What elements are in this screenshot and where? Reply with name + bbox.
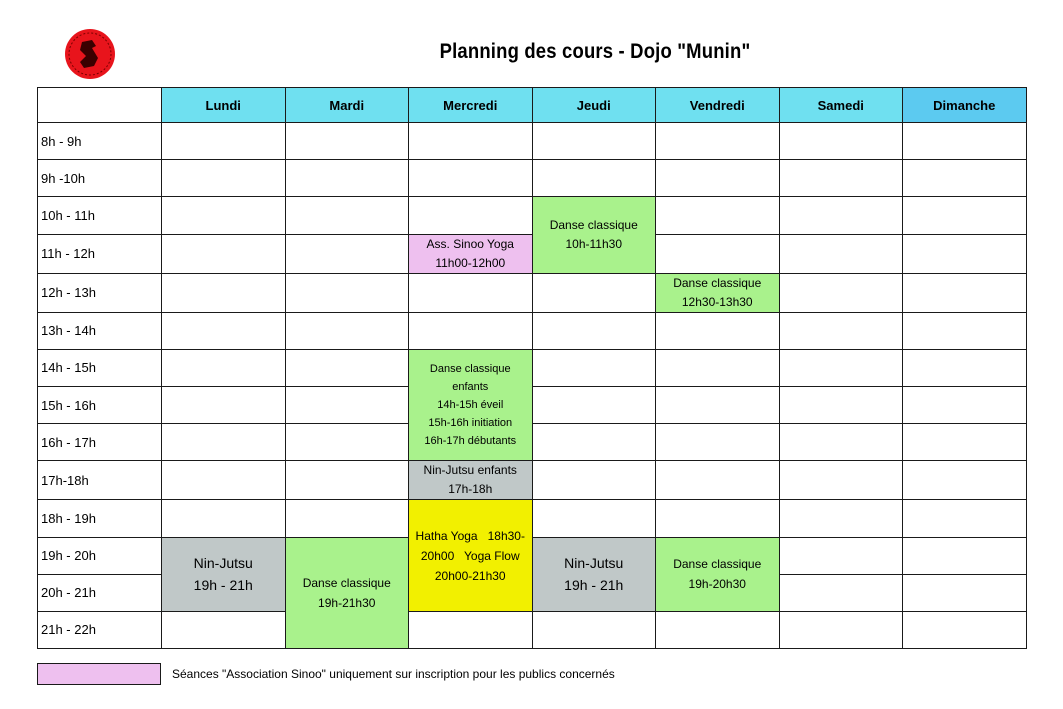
empty-cell	[409, 123, 533, 160]
event-vendredi-danse-classique-midi	[656, 273, 780, 312]
dojo-logo-icon	[62, 28, 118, 80]
empty-cell	[285, 386, 409, 423]
time-slot: 14h - 15h	[38, 349, 162, 386]
table-row	[38, 386, 1027, 423]
event-subtitle: enfants	[452, 381, 489, 394]
empty-cell	[903, 537, 1027, 574]
event-time: 10h-11h30	[565, 236, 622, 251]
table-row	[38, 424, 1027, 461]
day-header-vendredi: Vendredi	[656, 88, 780, 123]
empty-cell	[903, 123, 1027, 160]
event-title: Danse classique	[549, 217, 638, 232]
empty-cell	[532, 424, 656, 461]
event-title: Danse classique	[429, 363, 511, 376]
table-row	[38, 273, 1027, 312]
empty-cell	[903, 234, 1027, 273]
event-title: Nin-Jutsu	[564, 555, 624, 572]
table-row	[38, 500, 1027, 537]
table-row	[38, 611, 1027, 648]
time-slot: 19h - 20h	[38, 537, 162, 574]
empty-cell	[409, 273, 533, 312]
empty-cell	[532, 123, 656, 160]
empty-cell	[532, 386, 656, 423]
event-title: Danse classique	[673, 557, 762, 572]
empty-cell	[285, 160, 409, 197]
table-row	[38, 312, 1027, 349]
empty-cell	[162, 424, 286, 461]
empty-cell	[162, 461, 286, 500]
empty-cell	[779, 500, 903, 537]
time-slot: 15h - 16h	[38, 386, 162, 423]
event-jeudi-danse-classique-matin	[532, 197, 656, 273]
empty-cell	[532, 611, 656, 648]
empty-cell	[162, 386, 286, 423]
table-row	[38, 537, 1027, 574]
event-jeudi-ninjutsu	[532, 537, 656, 611]
day-header-mercredi: Mercredi	[409, 88, 533, 123]
empty-cell	[656, 160, 780, 197]
empty-cell	[162, 234, 286, 273]
empty-cell	[903, 461, 1027, 500]
empty-cell	[162, 611, 286, 648]
day-header-dimanche: Dimanche	[903, 88, 1027, 123]
event-time: 12h30-13h30	[681, 294, 753, 309]
event-time: 19h - 21h	[564, 577, 624, 594]
event-mercredi-danse-classique-enfants	[409, 349, 533, 461]
event-time: 17h-18h	[448, 482, 493, 497]
empty-cell	[656, 611, 780, 648]
time-slot: 9h -10h	[38, 160, 162, 197]
event-time: 19h-20h30	[688, 577, 746, 592]
time-slot: 8h - 9h	[38, 123, 162, 160]
event-time: 19h - 21h	[193, 577, 253, 594]
day-header-mardi: Mardi	[285, 88, 409, 123]
empty-cell	[779, 386, 903, 423]
empty-cell	[656, 234, 780, 273]
empty-cell	[656, 500, 780, 537]
empty-cell	[779, 197, 903, 234]
schedule-table	[37, 87, 1027, 649]
empty-cell	[285, 234, 409, 273]
empty-cell	[532, 349, 656, 386]
event-title: Danse classique	[673, 275, 762, 290]
empty-cell	[532, 312, 656, 349]
event-title: Ass. Sinoo Yoga	[426, 236, 514, 251]
empty-cell	[285, 349, 409, 386]
empty-cell	[903, 160, 1027, 197]
empty-cell	[285, 461, 409, 500]
event-mercredi-hatha-yoga	[409, 500, 533, 612]
event-time: 11h00-12h00	[435, 255, 506, 270]
page-title: Planning des cours - Dojo "Munin"	[439, 40, 751, 63]
table-row	[38, 461, 1027, 500]
empty-cell	[409, 312, 533, 349]
table-row	[38, 234, 1027, 273]
empty-cell	[409, 197, 533, 234]
empty-cell	[779, 537, 903, 574]
event-detail: 14h-15h éveil	[437, 399, 504, 412]
time-slot: 21h - 22h	[38, 611, 162, 648]
empty-cell	[779, 160, 903, 197]
empty-cell	[903, 424, 1027, 461]
empty-cell	[162, 500, 286, 537]
empty-cell	[903, 574, 1027, 611]
day-header-lundi: Lundi	[162, 88, 286, 123]
empty-cell	[162, 273, 286, 312]
event-mardi-danse-classique-soir	[285, 537, 409, 649]
empty-cell	[779, 611, 903, 648]
empty-cell	[779, 273, 903, 312]
event-title: Danse classique	[302, 575, 391, 590]
event-lundi-ninjutsu	[162, 537, 286, 611]
empty-cell	[903, 312, 1027, 349]
empty-cell	[162, 349, 286, 386]
header-row	[38, 88, 1027, 123]
empty-cell	[656, 123, 780, 160]
empty-cell	[779, 424, 903, 461]
empty-cell	[285, 197, 409, 234]
empty-cell	[285, 273, 409, 312]
empty-cell	[903, 611, 1027, 648]
time-slot: 20h - 21h	[38, 574, 162, 611]
event-time: 20h00-21h30	[434, 568, 506, 583]
empty-cell	[903, 500, 1027, 537]
empty-cell	[656, 312, 780, 349]
day-header-jeudi: Jeudi	[532, 88, 656, 123]
event-mercredi-ninjutsu-enfants	[409, 461, 533, 500]
legend-swatch	[37, 663, 161, 685]
table-row	[38, 197, 1027, 234]
event-time: 19h-21h30	[318, 595, 376, 610]
empty-cell	[903, 273, 1027, 312]
empty-cell	[162, 312, 286, 349]
empty-cell	[779, 123, 903, 160]
empty-cell	[656, 424, 780, 461]
empty-cell	[779, 234, 903, 273]
event-detail: 20h00 Yoga Flow	[420, 548, 520, 563]
empty-cell	[532, 160, 656, 197]
time-slot: 10h - 11h	[38, 197, 162, 234]
time-slot: 11h - 12h	[38, 234, 162, 273]
time-slot: 18h - 19h	[38, 500, 162, 537]
empty-cell	[409, 611, 533, 648]
empty-cell	[656, 386, 780, 423]
table-row	[38, 349, 1027, 386]
corner-cell	[38, 88, 162, 123]
time-slot: 17h-18h	[38, 461, 162, 500]
table-row	[38, 160, 1027, 197]
empty-cell	[903, 349, 1027, 386]
empty-cell	[779, 349, 903, 386]
empty-cell	[656, 349, 780, 386]
empty-cell	[779, 461, 903, 500]
empty-cell	[162, 160, 286, 197]
empty-cell	[532, 461, 656, 500]
event-vendredi-danse-classique-soir	[656, 537, 780, 611]
event-detail: 15h-16h initiation	[428, 417, 513, 430]
empty-cell	[285, 424, 409, 461]
empty-cell	[779, 312, 903, 349]
event-title: Nin-Jutsu	[193, 555, 253, 572]
event-detail: 16h-17h débutants	[424, 435, 517, 448]
table-row	[38, 123, 1027, 160]
empty-cell	[285, 312, 409, 349]
time-slot: 13h - 14h	[38, 312, 162, 349]
empty-cell	[285, 123, 409, 160]
event-mercredi-sinoo-yoga	[409, 234, 533, 273]
event-title: Hatha Yoga 18h30-	[415, 528, 525, 543]
day-header-samedi: Samedi	[779, 88, 903, 123]
empty-cell	[532, 500, 656, 537]
empty-cell	[162, 197, 286, 234]
time-slot: 16h - 17h	[38, 424, 162, 461]
time-slot: 12h - 13h	[38, 273, 162, 312]
event-title: Nin-Jutsu enfants	[423, 463, 517, 478]
empty-cell	[162, 123, 286, 160]
empty-cell	[532, 273, 656, 312]
empty-cell	[409, 160, 533, 197]
empty-cell	[903, 386, 1027, 423]
empty-cell	[656, 461, 780, 500]
empty-cell	[779, 574, 903, 611]
empty-cell	[656, 197, 780, 234]
empty-cell	[903, 197, 1027, 234]
legend-text: Séances "Association Sinoo" uniquement sur inscription pour les publics concernés	[172, 667, 615, 681]
empty-cell	[285, 500, 409, 537]
